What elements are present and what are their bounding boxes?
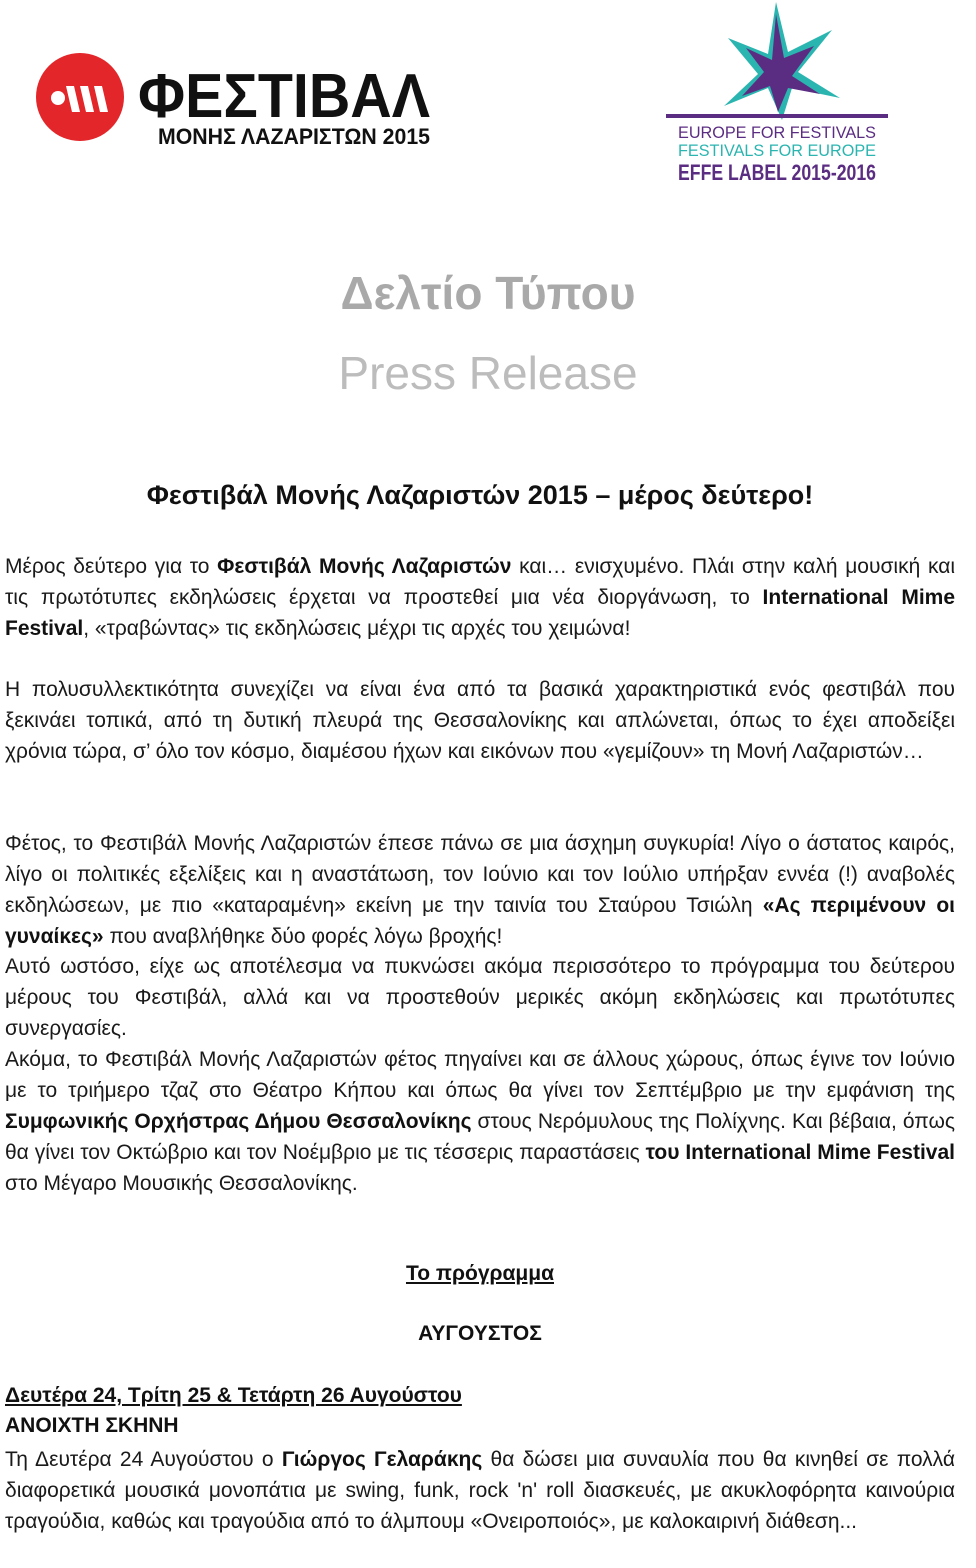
paragraph-diversity: Η πολυσυλλεκτικότητα συνεχίζει να είναι ένα από τα βασικά χαρακτηριστικά ενός φεστιβάλ που ξεκινάει τοπικά, από τη δυτική πλευρά της Θεσσαλονίκης και απλώνεται, όπως το έχει αποδείξει χρόνια τώρα, σ’ όλο τον κόσμο, διαμέσου ήχων και εικόνων που «γεμίζουν» τη Μονή Λαζαριστών… — [5, 678, 955, 763]
festival-logo — [36, 40, 436, 150]
paragraph-postponements: Φέτος, το Φεστιβάλ Μονής Λαζαριστών έπεσε πάνω σε μια άσχημη συγκυρία! Λίγο ο άστατος καιρός, λίγο οι πολιτικές εξελίξεις και η αναστάτωση, τον Ιούνιο και τον Ιούλιο υπήρξαν εννέα (!) αναβολές εκδηλώσεων, με πιο «καταραμένη» εκείνη με την ταινία του Σταύρου Τσιώλη «Ας περιμένουν οι γυναίκες» που αναβλήθηκε δύο φορές λόγω βροχής! — [5, 832, 955, 948]
month-heading: ΑΥΓΟΥΣΤΟΣ — [418, 1322, 542, 1345]
effe-line3: EFFE LABEL 2015-2016 — [678, 160, 876, 185]
effe-label-logo — [664, 2, 890, 186]
program-heading: Το πρόγραμμα — [405, 1262, 554, 1285]
document-title: Φεστιβάλ Μονής Λαζαριστών 2015 – μέρος δεύτερο! — [146, 480, 814, 510]
red-circle-icon — [36, 53, 124, 141]
star-figure-icon — [724, 2, 840, 120]
press-release-title-english: Press Release — [338, 347, 638, 399]
effe-line1: EUROPE FOR FESTIVALS — [678, 123, 876, 142]
press-release-title-greek: Δελτίο Τύπου — [340, 267, 636, 319]
event-venue: ΑΝΟΙΧΤΗ ΣΚΗΝΗ — [5, 1414, 179, 1437]
effe-line2: FESTIVALS FOR EUROPE — [678, 141, 876, 160]
intro-paragraph: Μέρος δεύτερο για το Φεστιβάλ Μονής Λαζαριστών και… ενισχυμένο. Πλάι στην καλή μουσική και τις πρωτότυπες εκδηλώσεις έρχεται να προστεθεί μια νέα διοργάνωση, το International Mime Festival, «τραβώντας» τις εκδηλώσεις μέχρι τις αρχές του χειμώνα! — [5, 555, 956, 640]
paragraph-other-venues: Ακόμα, το Φεστιβάλ Μονής Λαζαριστών φέτος πηγαίνει και σε άλλους χώρους, όπως έγινε τον Ιούνιο με το τριήμερο τζαζ στο Θέατρο Κήπου και όπως θα γίνει τον Σεπτέμβριο με την εμφάνιση της Συμφωνικής Ορχήστρας Δήμου Θεσσαλονίκης στους Νερόμυλους της Πολίχνης. Και βέβαια, όπως θα γίνει τον Οκτώβριο και τον Νοέμβριο με τις τέσσερις παραστάσεις του International Mime Festival στο Μέγαρο Μουσικής Θεσσαλονίκης. — [5, 1048, 955, 1195]
festival-name-text: ΦΕΣΤΙΒΑΛ — [138, 62, 430, 131]
paragraph-program-density: Αυτό ωστόσο, είχε ως αποτέλεσμα να πυκνώσει ακόμα περισσότερο το πρόγραμμα του δεύτερου μέρους του Φεστιβάλ, αλλά και να προστεθούν μερικές ακόμη εκδηλώσεις και πρωτότυπες συνεργασίες. — [5, 955, 955, 1040]
event-description: Τη Δευτέρα 24 Αυγούστου ο Γιώργος Γελαράκης θα δώσει μια συναυλία που θα κινηθεί σε πολλά διαφορετικά μουσικά μονοπάτια με swing, funk, rock 'n' roll διασκευές, με ακυκλοφόρητα καινούρια τραγούδια, καθώς και τραγούδια από το άλμπουμ «Ονειροποιός», με καλοκαιρινή διάθεση... — [5, 1448, 955, 1533]
festival-subtitle-text: ΜΟΝΗΣ ΛΑΖΑΡΙΣΤΩΝ 2015 — [158, 124, 430, 149]
event-dates: Δευτέρα 24, Τρίτη 25 & Τετάρτη 26 Αυγούστου — [5, 1384, 462, 1407]
